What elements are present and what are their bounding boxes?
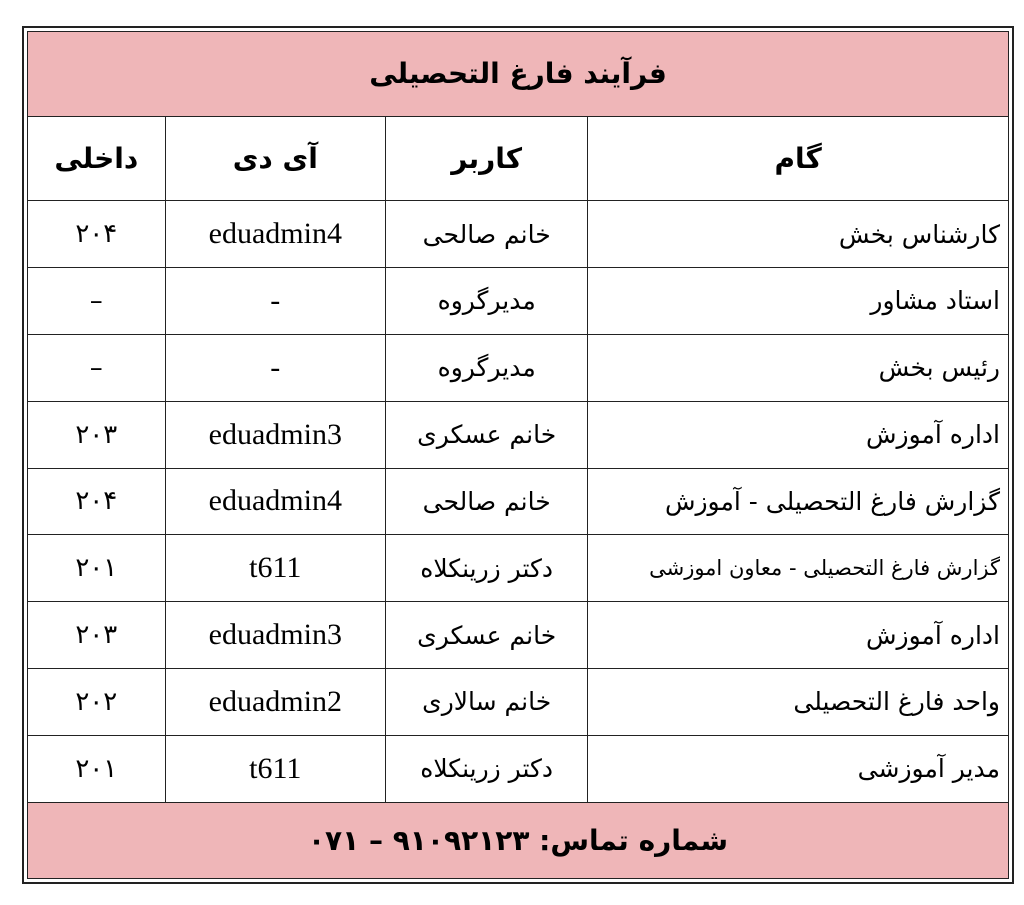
- footer-row: [28, 802, 1009, 878]
- header-step: گام: [588, 116, 1009, 201]
- extension-cell: ۲۰۴: [28, 201, 166, 268]
- extension-cell: ۲۰۲: [28, 668, 166, 735]
- header-user: کاربر: [386, 116, 588, 201]
- step-cell: اداره آموزش: [588, 602, 1009, 669]
- user-cell: خانم سالاری: [386, 668, 588, 735]
- step-cell: کارشناس بخش: [588, 201, 1009, 268]
- user-cell: خانم عسکری: [386, 602, 588, 669]
- table-row: [28, 468, 1009, 535]
- table-row: [28, 334, 1009, 401]
- table-row: [28, 401, 1009, 468]
- user-cell: مدیرگروه: [386, 334, 588, 401]
- extension-cell: –: [28, 334, 166, 401]
- header-extension: داخلی: [28, 116, 166, 201]
- id-cell: eduadmin3: [165, 602, 385, 669]
- user-cell: مدیرگروه: [386, 268, 588, 335]
- id-cell: t611: [165, 535, 385, 602]
- step-cell: استاد مشاور: [588, 268, 1009, 335]
- extension-cell: ۲۰۱: [28, 535, 166, 602]
- graduation-process-table: [27, 31, 1009, 879]
- user-cell: خانم صالحی: [386, 468, 588, 535]
- table-title: فرآیند فارغ التحصیلی: [28, 32, 1009, 117]
- step-cell: گزارش فارغ التحصیلی - معاون اموزشی: [588, 535, 1009, 602]
- id-cell: eduadmin2: [165, 668, 385, 735]
- document-frame: [22, 26, 1014, 884]
- step-cell: گزارش فارغ التحصیلی - آموزش: [588, 468, 1009, 535]
- header-row: [28, 116, 1009, 201]
- id-cell: eduadmin3: [165, 401, 385, 468]
- table-row: [28, 602, 1009, 669]
- id-cell: eduadmin4: [165, 201, 385, 268]
- header-id: آی دی: [165, 116, 385, 201]
- user-cell: دکتر زرینکلاه: [386, 735, 588, 802]
- extension-cell: ۲۰۳: [28, 401, 166, 468]
- id-cell: -: [165, 334, 385, 401]
- extension-cell: ۲۰۳: [28, 602, 166, 669]
- extension-cell: ۲۰۴: [28, 468, 166, 535]
- table-row: [28, 535, 1009, 602]
- id-cell: -: [165, 268, 385, 335]
- table-row: [28, 668, 1009, 735]
- extension-cell: –: [28, 268, 166, 335]
- table-row: [28, 735, 1009, 802]
- title-row: [28, 32, 1009, 117]
- step-cell: اداره آموزش: [588, 401, 1009, 468]
- user-cell: خانم عسکری: [386, 401, 588, 468]
- user-cell: دکتر زرینکلاه: [386, 535, 588, 602]
- id-cell: t611: [165, 735, 385, 802]
- user-cell: خانم صالحی: [386, 201, 588, 268]
- step-cell: واحد فارغ التحصیلی: [588, 668, 1009, 735]
- contact-number: شماره تماس: ۹۱۰۹۲۱۲۳ – ۰۷۱: [28, 802, 1009, 878]
- step-cell: مدیر آموزشی: [588, 735, 1009, 802]
- table-row: [28, 201, 1009, 268]
- table-row: [28, 268, 1009, 335]
- id-cell: eduadmin4: [165, 468, 385, 535]
- step-cell: رئیس بخش: [588, 334, 1009, 401]
- extension-cell: ۲۰۱: [28, 735, 166, 802]
